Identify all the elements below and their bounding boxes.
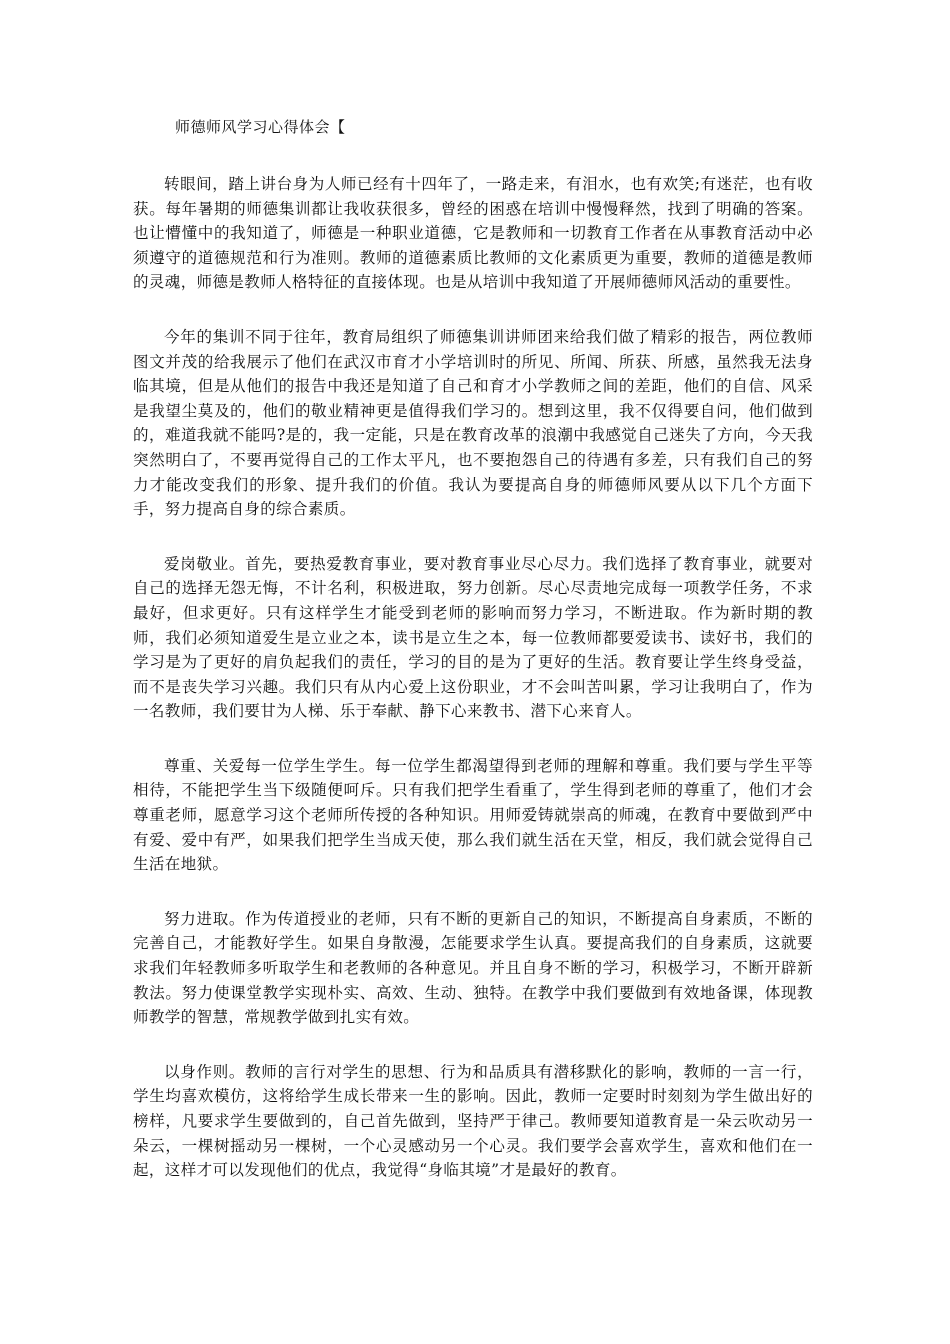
paragraph-training: 今年的集训不同于往年，教育局组织了师德集训讲师团来给我们做了精彩的报告，两位教师图文并茂的给我展示了他们在武汉市育才小学培训时的所见、所闻、所获、所感，虽然我无法身临其境，但是从他们的报告中我还是知道了自己和育才小学教师之间的差距，他们的自信、风采是我望尘莫及的，他们的敬业精神更是值得我们学习的。想到这里，我不仅得要自问，他们做到的，难道我就不能吗?是的，我一定能，只是在教育改革的浪潮中我感觉自己迷失了方向，今天我突然明白了，不要再觉得自己的工作太平凡，也不要抱怨自己的待遇有多差，只有我们自己的努力才能改变我们的形象、提升我们的价值。我认为要提高自身的师德师风要从以下几个方面下手，努力提高自身的综合素质。 [133,327,813,519]
paragraph-dedication: 爱岗敬业。首先，要热爱教育事业，要对教育事业尽心尽力。我们选择了教育事业，就要对自己的选择无怨无悔，不计名利，积极进取，努力创新。尽心尽责地完成每一项教学任务，不求最好，但求更好。只有这样学生才能受到老师的影响而努力学习，不断进取。作为新时期的教师，我们必须知道爱生是立业之本，读书是立生之本，每一位教师都要爱读书、读好书，我们的学习是为了更好的肩负起我们的责任，学习的目的是为了更好的生活。教育要让学生终身受益，而不是丧失学习兴趣。我们只有从内心爱上这份职业，才不会叫苦叫累，学习让我明白了，作为一名教师，我们要甘为人梯、乐于奉献、静下心来教书、潜下心来育人。 [133,554,813,721]
document-page [133,112,813,1213]
paragraph-example: 以身作则。教师的言行对学生的思想、行为和品质具有潜移默化的影响，教师的一言一行，学生均喜欢模仿，这将给学生成长带来一生的影响。因此，教师一定要时时刻刻为学生做出好的榜样，凡要求学生要做到的，自己首先做到，坚持严于律己。教师要知道教育是一朵云吹动另一朵云，一棵树摇动另一棵树，一个心灵感动另一个心灵。我们要学会喜欢学生，喜欢和他们在一起，这样才可以发现他们的优点，我觉得“身临其境”才是最好的教育。 [133,1062,813,1180]
document-title: 师德师风学习心得体会【 [175,118,346,136]
paragraph-intro: 转眼间，踏上讲台身为人师已经有十四年了，一路走来，有泪水，也有欢笑;有迷茫，也有收获。每年暑期的师德集训都让我收获很多，曾经的困惑在培训中慢慢释然，找到了明确的答案。也让懵懂中的我知道了，师德是一种职业道德，它是教师和一切教育工作者在从事教育活动中必须遵守的道德规范和行为准则。教师的道德素质比教师的文化素质更为重要，教师的道德是教师的灵魂，师德是教师人格特征的直接体现。也是从培训中我知道了开展师德师风活动的重要性。 [133,175,813,292]
paragraph-progress: 努力进取。作为传道授业的老师，只有不断的更新自己的知识，不断提高自身素质，不断的完善自己，才能教好学生。如果自身散漫，怎能要求学生认真。要提高我们的自身素质，这就要求我们年轻教师多听取学生和老教师的各种意见。并且自身不断的学习，积极学习，不断开辟新教法。努力使课堂教学实现朴实、高效、生动、独特。在教学中我们要做到有效地备课，体现教师教学的智慧，常规教学做到扎实有效。 [133,909,813,1027]
paragraph-respect: 尊重、关爱每一位学生学生。每一位学生都渴望得到老师的理解和尊重。我们要与学生平等相待，不能把学生当下级随便呵斥。只有我们把学生看重了，学生得到老师的尊重了，他们才会尊重老师，愿意学习这个老师所传授的各种知识。用师爱铸就崇高的师魂，在教育中要做到严中有爱、爱中有严，如果我们把学生当成天使，那么我们就生活在天堂，相反，我们就会觉得自己生活在地狱。 [133,756,813,874]
